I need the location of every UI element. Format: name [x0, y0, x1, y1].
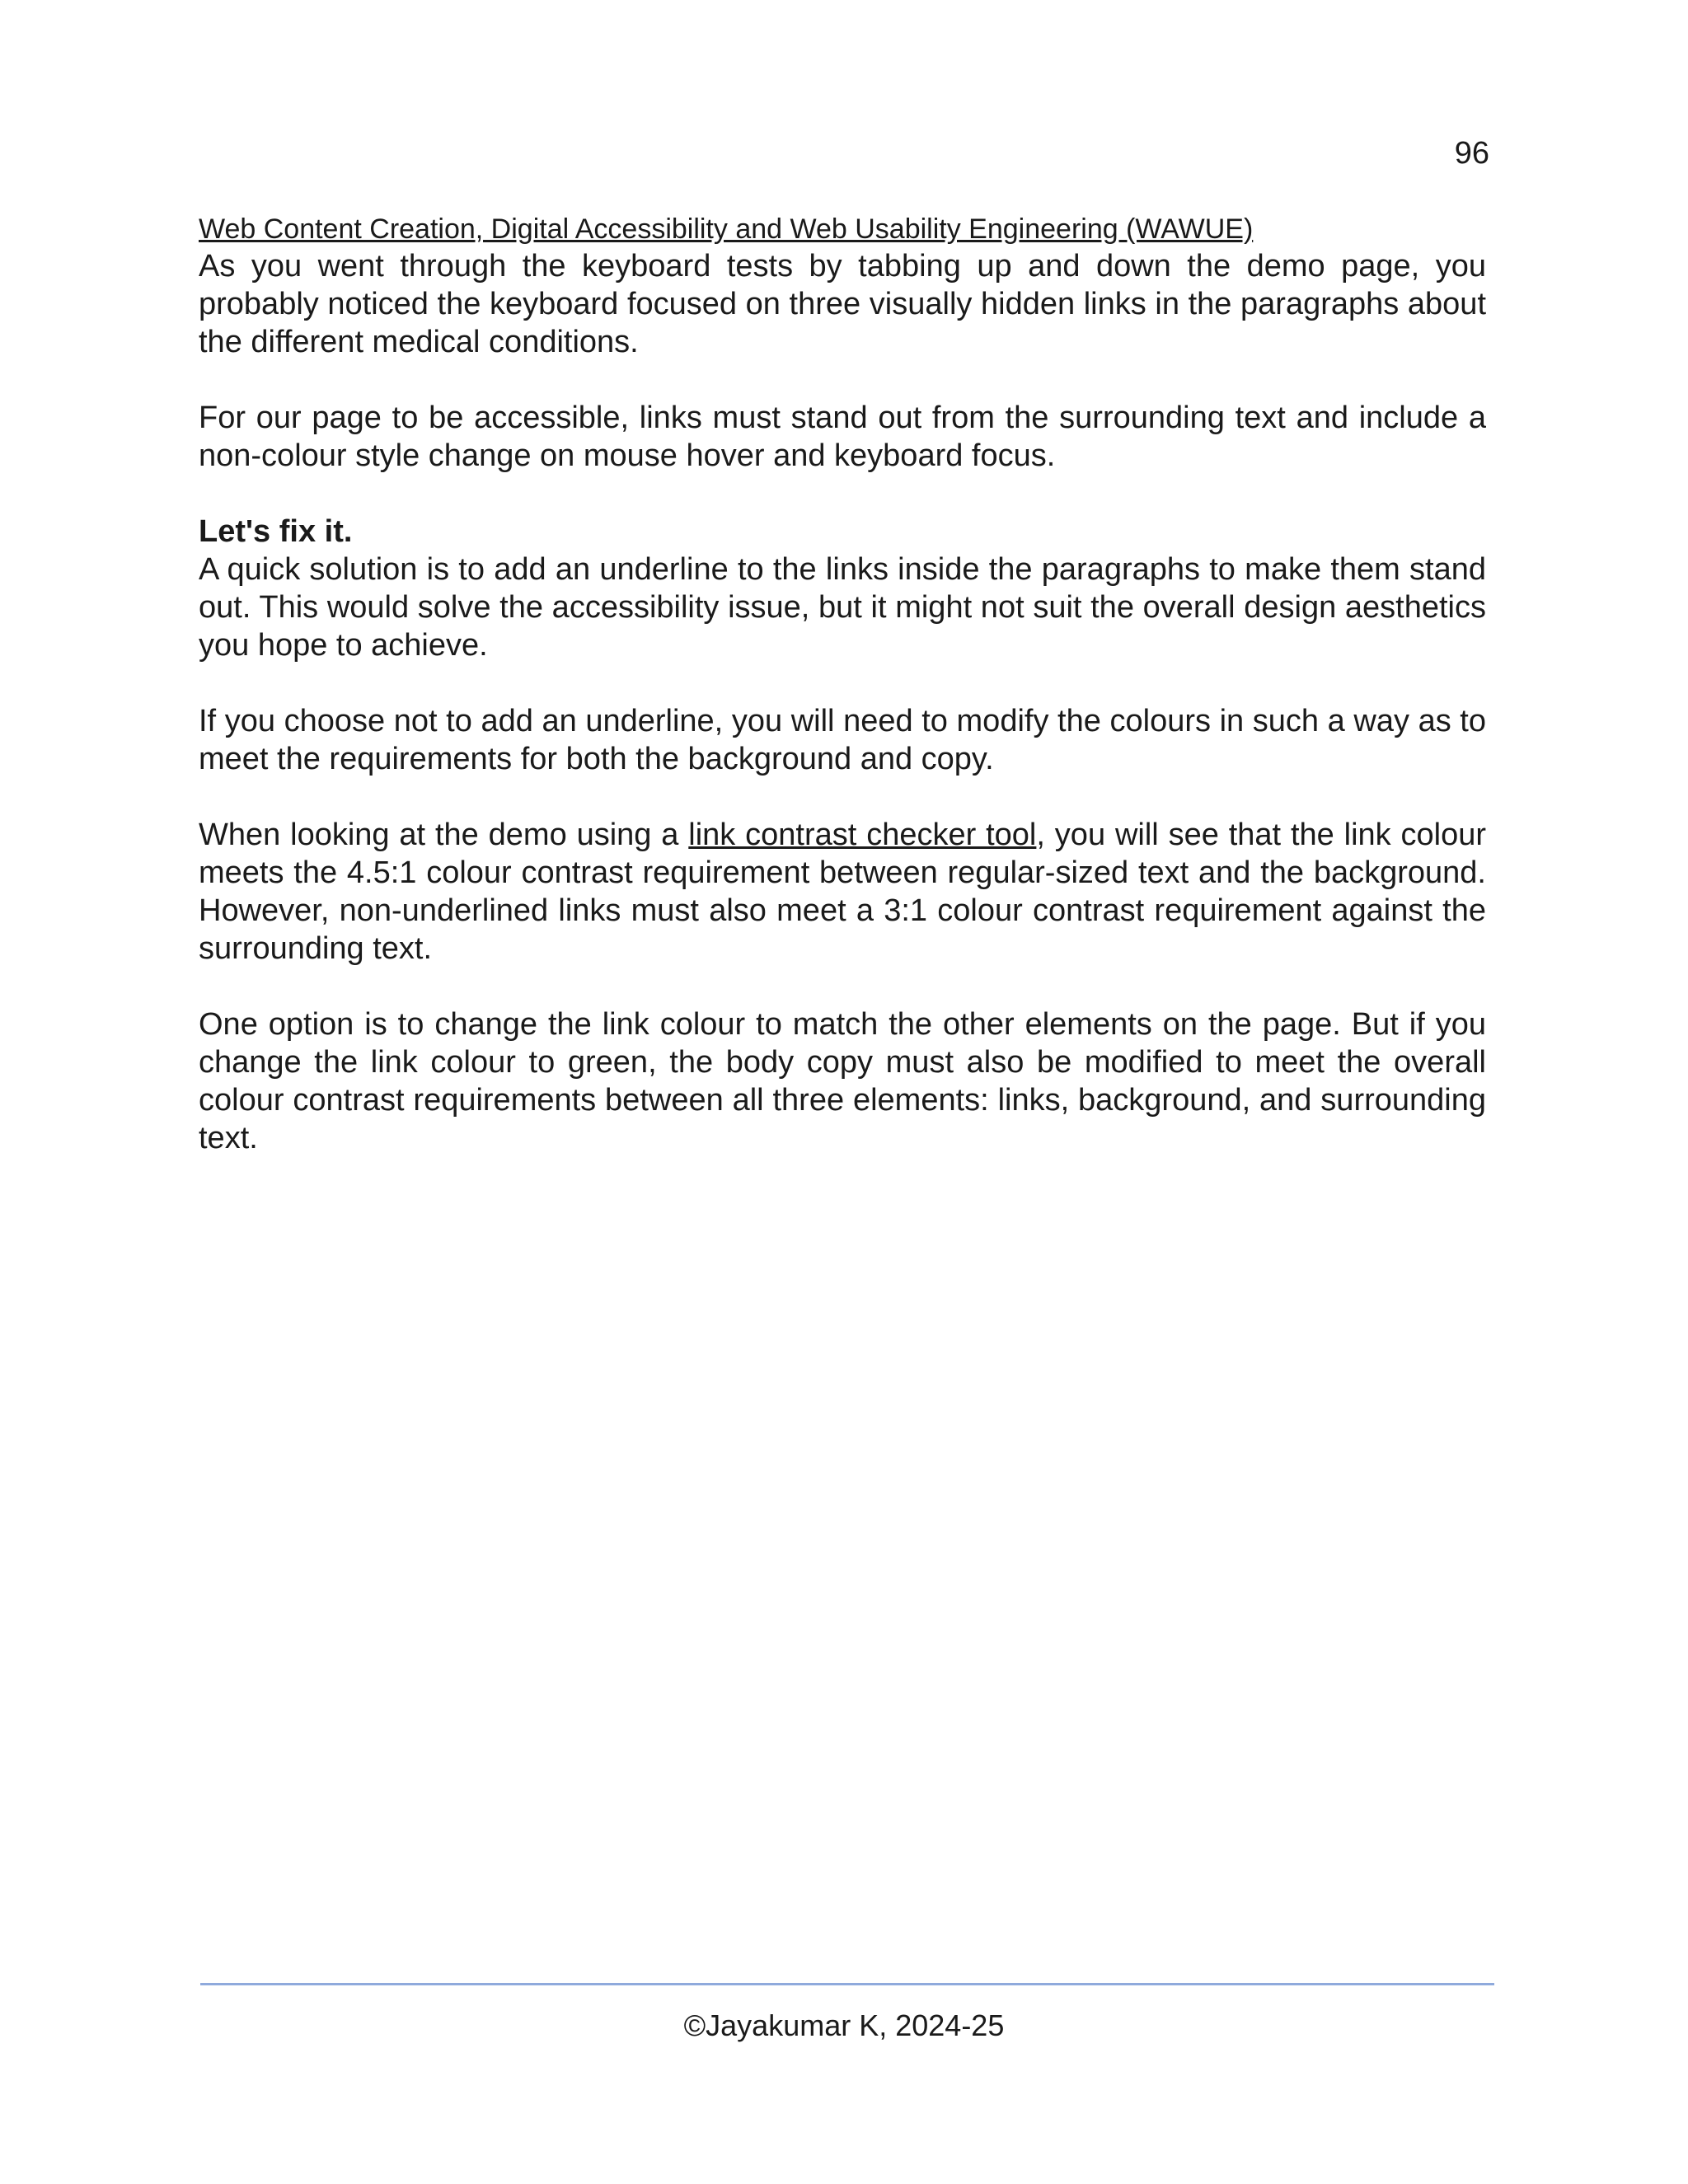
paragraph-change-link-colour: One option is to change the link colour to match the other elements on the page. But if you change the link colour to green, the body copy must also be modified to meet the overall colour contrast requirements between all three elements: links, background, and surrounding text. — [199, 1007, 1486, 1155]
link-contrast-checker-tool[interactable]: link contrast checker tool — [688, 818, 1037, 852]
page-number: 96 — [1454, 136, 1489, 171]
footer-copyright: ©Jayakumar K, 2024-25 — [683, 2008, 1005, 2042]
heading-lets-fix-it: Let's fix it. — [199, 514, 353, 549]
paragraph-links-stand-out: For our page to be accessible, links must stand out from the surrounding text and include a non-colour style change on mouse hover and keyboard focus. — [199, 401, 1486, 473]
contrast-text-after: , you will see that the link colour meets the 4.5:1 colour contrast requirement between regular-sized text and the background. However, non-underlined links must also meet a 3:1 colour contrast requirement against the surrounding text. — [199, 818, 1487, 966]
paragraph-quick-solution: A quick solution is to add an underline to the links inside the paragraphs to make them stand out. This would solve the accessibility issue, but it might not suit the overall design aesthetics you hope to achieve. — [199, 552, 1486, 663]
paragraph-keyboard-tests: As you went through the keyboard tests by tabbing up and down the demo page, you probably noticed the keyboard focused on three visually hidden links in the paragraphs about the different medical conditions. — [199, 249, 1486, 359]
main-content — [199, 211, 1486, 1195]
contrast-text-before: When looking at the demo using a — [199, 818, 689, 852]
paragraph-no-underline: If you choose not to add an underline, you will need to modify the colours in such a way as to meet the requirements for both the background and copy. — [199, 704, 1486, 776]
section-fix-it — [199, 513, 1486, 664]
footer-divider — [200, 1983, 1494, 1985]
paragraph-contrast-checker — [199, 816, 1486, 968]
running-header-link[interactable]: Web Content Creation, Digital Accessibility and Web Usability Engineering (WAWUE) — [199, 213, 1254, 245]
